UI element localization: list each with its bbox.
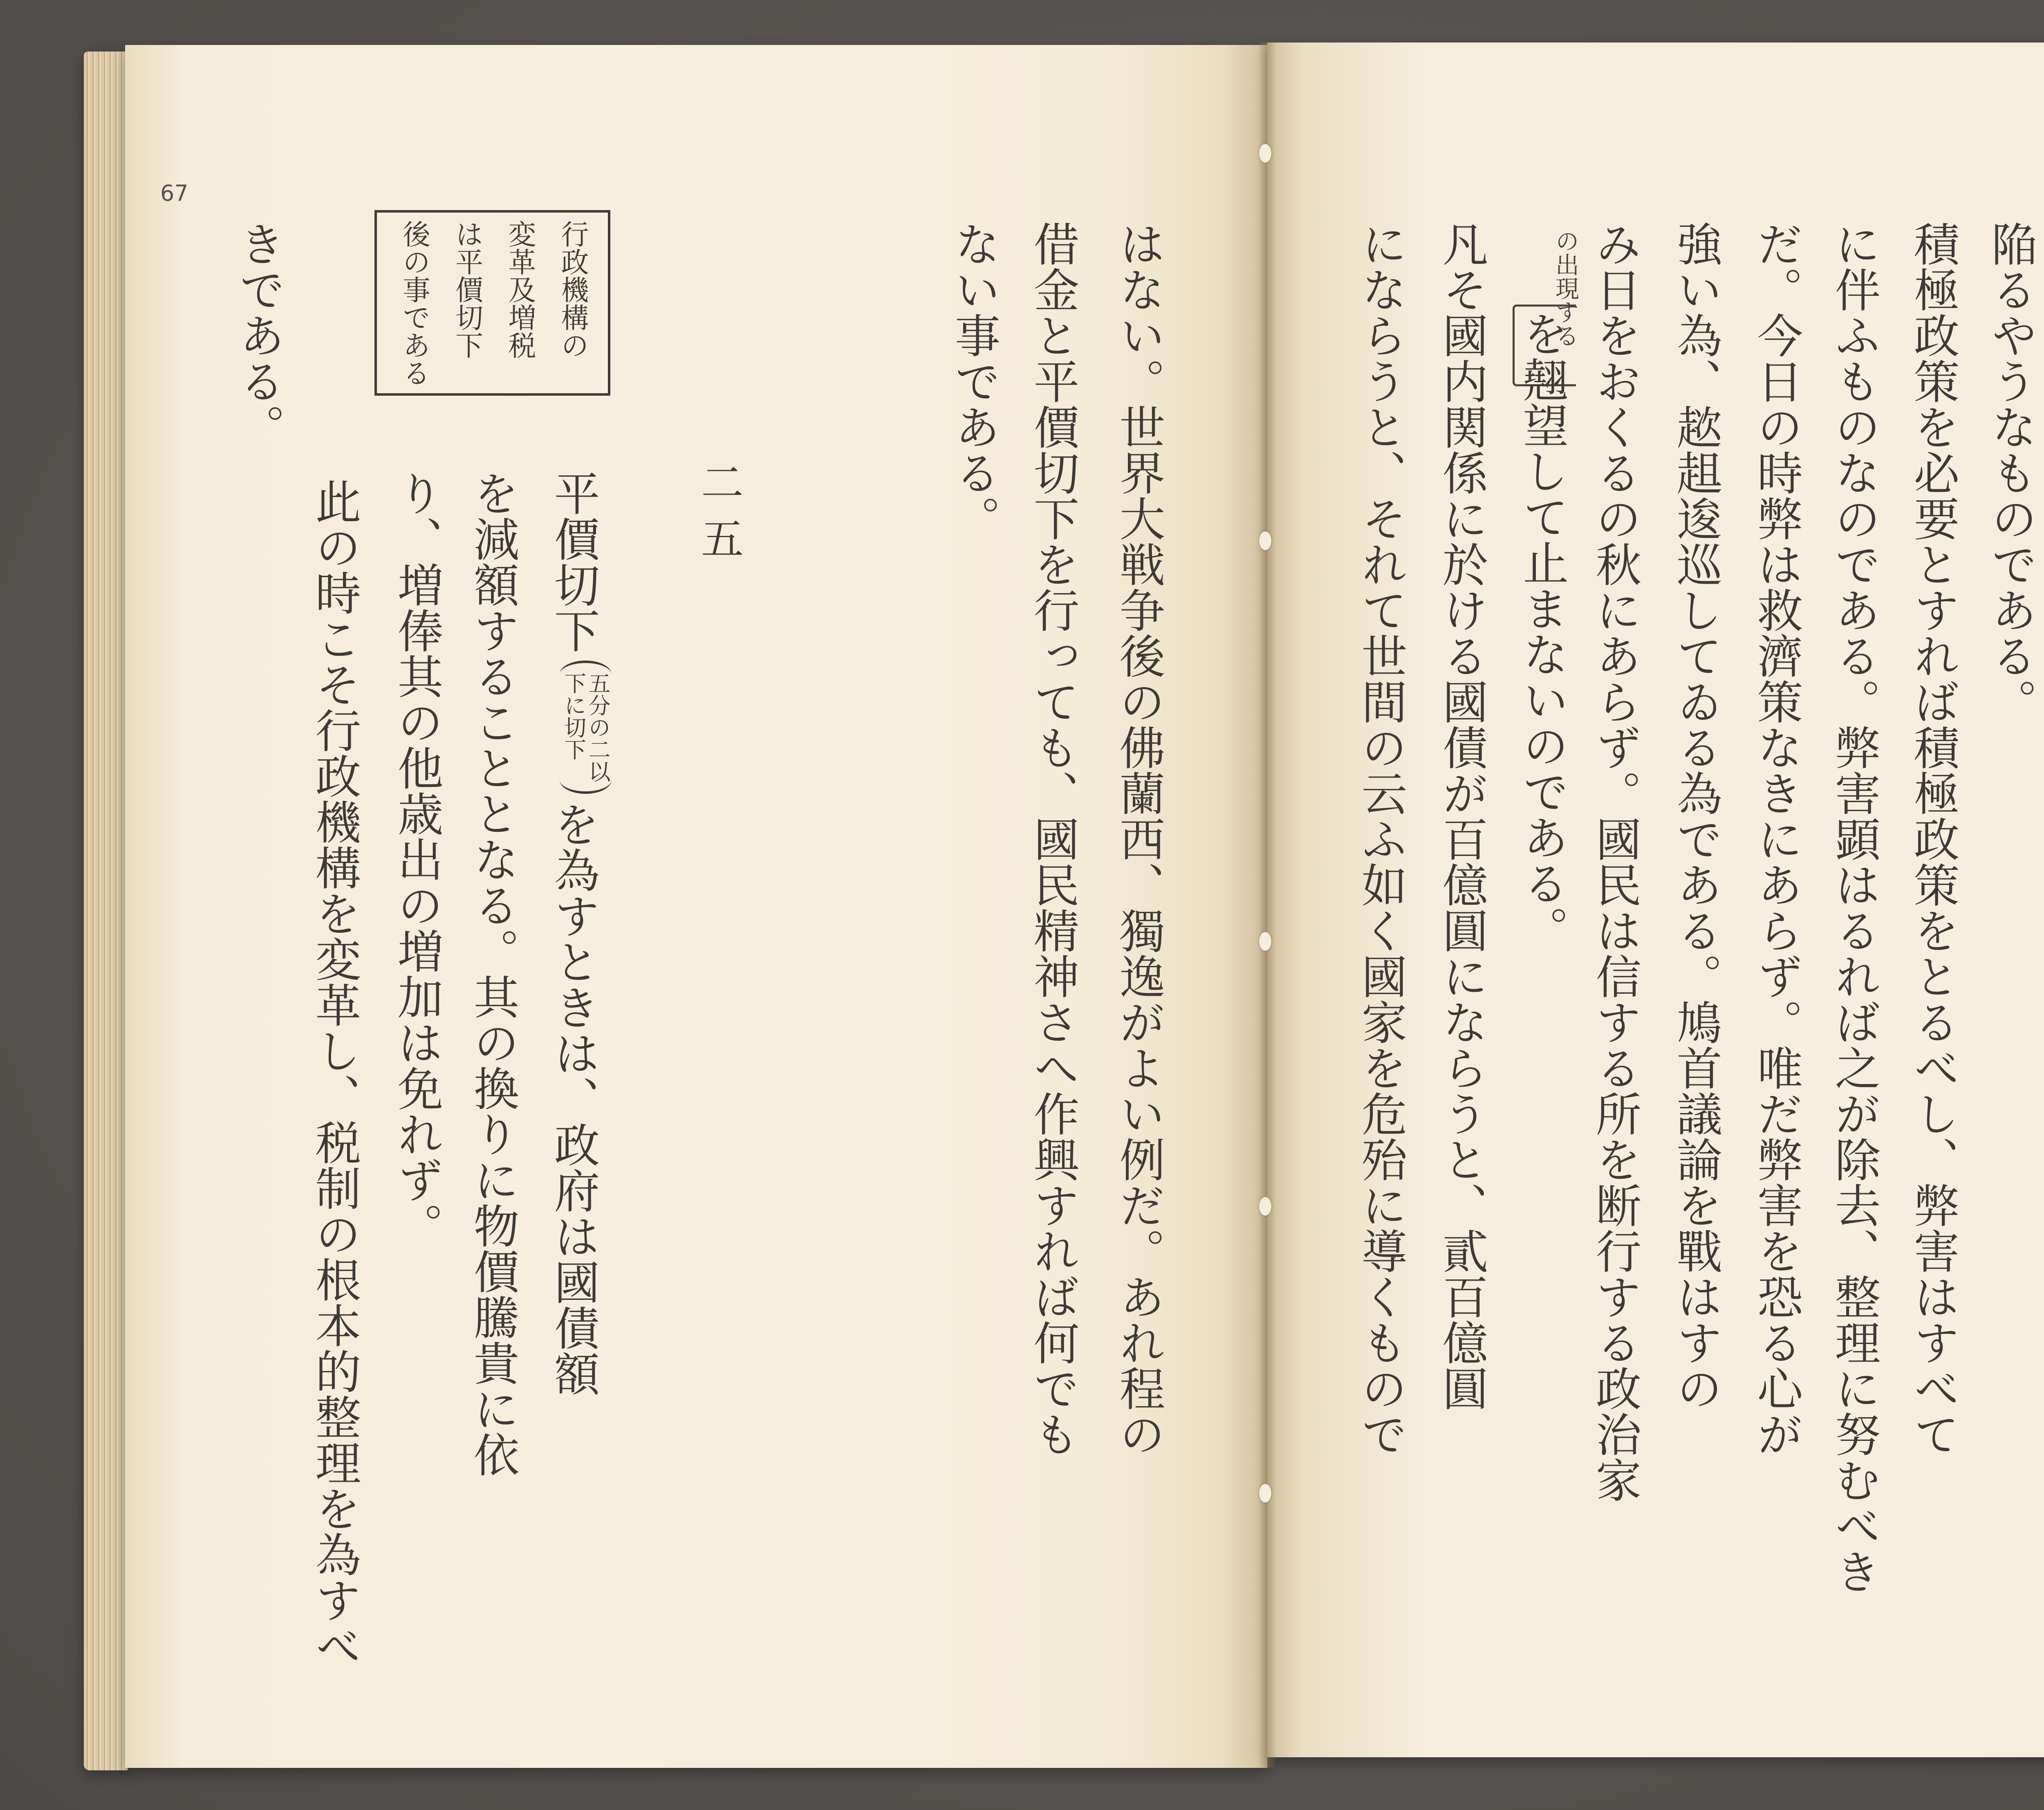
head-note-box: [374, 210, 610, 396]
text-column: にならうと、それて世間の云ふ如く國家を危殆に導くもので: [1354, 221, 1407, 1457]
bracketed-annotation: [560, 661, 612, 794]
column-text: 平價切下: [547, 470, 600, 653]
column-text: を為すときは、政府は國債額: [547, 801, 600, 1396]
text-column: に伴ふものなのである。弊害顕はるれば之が除去、整理に努むべき: [1827, 221, 1880, 1594]
head-note-line: 変革及増税: [503, 220, 536, 359]
text-column: り、増俸其の他歳出の増加は免れず。: [390, 470, 443, 1248]
text-column: 陥るやうなものである。: [1984, 221, 2037, 724]
binding-stitch: [1259, 144, 1271, 163]
text-column: だ。今日の時弊は救濟策なきにあらず。唯だ弊害を恐る心が: [1750, 221, 1803, 1457]
text-column: [547, 470, 612, 1396]
left-page: [125, 45, 1267, 1768]
text-column: ない事である。: [947, 221, 1000, 541]
head-note-line: は平價切下: [450, 220, 483, 359]
text-column: 借金と平價切下を行っても、國民精神さへ作興すれば何でも: [1026, 221, 1079, 1457]
text-column: を翹望して止まないのである。: [1515, 311, 1569, 952]
text-column: 凡そ國内関係に於ける國債が百億圓にならうと、貳百億圓: [1435, 221, 1488, 1411]
text-column: 強い為、趑趄逡巡してゐる為である。鳩首議論を戰はすの: [1669, 221, 1722, 1411]
head-note-line: 行政機構の: [556, 220, 589, 359]
text-column: を減額することとなる。其の換りに物價騰貴に依: [466, 470, 519, 1477]
inserted-correction: の出現する: [1551, 229, 1579, 347]
section-heading: 二五: [694, 460, 744, 573]
annotation-line: 五分の二以: [585, 672, 611, 782]
binding-stitch: [1259, 1197, 1271, 1216]
binding-stitch: [1259, 531, 1271, 550]
text-column: 積極政策を必要とすれば積極政策をとるべし、弊害はすべて: [1906, 221, 1959, 1457]
text-column: はない。世界大戦争後の佛蘭西、獨逸がよい例だ。あれ程の: [1112, 221, 1165, 1457]
text-column: きである。: [232, 221, 285, 450]
left-page-edges: [84, 52, 128, 1770]
text-column: 此の時こそ行政機構を変革し、税制の根本的整理を為すべ: [308, 478, 361, 1669]
binding-stitch: [1259, 1484, 1271, 1503]
head-note-line: 後の事である: [398, 220, 430, 387]
spine-gutter: [1258, 43, 1276, 1767]
left-page-number: 67: [160, 180, 188, 206]
annotation-line: 下に切下: [560, 672, 587, 760]
binding-stitch: [1259, 932, 1271, 951]
text-column: み日をおくるの秋にあらず。國民は信する所を断行する政治家: [1588, 221, 1641, 1503]
